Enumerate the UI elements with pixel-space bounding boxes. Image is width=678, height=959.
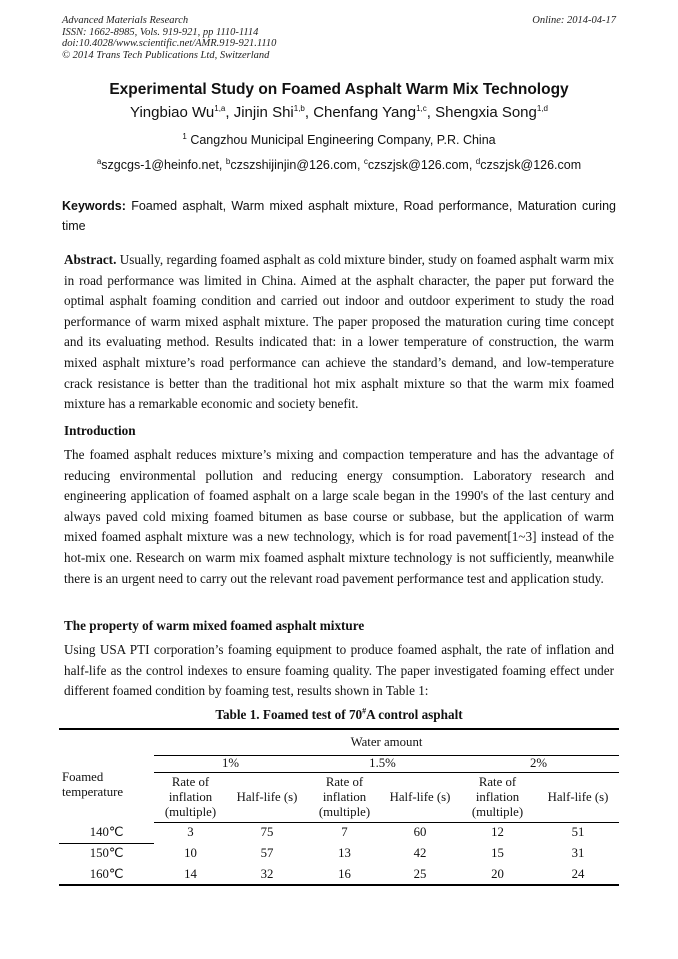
property-paragraph: Using USA PTI corporation’s foaming equipment to produce foamed asphalt, the rate of inflation and half-life as the control indexes to ensure foaming quality. The paper investigated foaming effect under different foamed condition by foaming test, results shown in Table 1: (64, 642, 614, 699)
value-cell: 14 (154, 864, 227, 885)
caption-text-end: A control asphalt (366, 707, 463, 722)
email-link[interactable]: czszshijinjin@126.com (230, 158, 357, 172)
affiliation (62, 133, 616, 147)
author-name: Shengxia Song (435, 104, 537, 121)
row-header-text: Foamed temperature (62, 770, 124, 799)
affiliation-sup: 1 (182, 131, 187, 141)
journal-name: Advanced Materials Research (62, 15, 189, 26)
author-list: Yingbiao Wu$^{1,a}$, Jinjin Shi$^{1,b}$, Chenfang Yang$^{1,c}$, Shengxia Song$^{1,d}$ (130, 104, 548, 121)
value-cell: 60 (413, 825, 427, 840)
table-row (59, 864, 619, 885)
sub-header: Half-life (s) (537, 772, 619, 822)
copyright-line: © 2014 Trans Tech Publications Ltd, Switzerland (62, 49, 270, 61)
author-sup: 1,d (536, 104, 548, 113)
sub-header: Rate of inflation (multiple) (458, 772, 537, 822)
author-name: Yingbiao Wu (130, 104, 215, 121)
affiliation-text: Cangzhou Municipal Engineering Company, P.R. China (190, 133, 496, 147)
value-cell: 51 (571, 825, 585, 840)
value-cell: 57 (260, 846, 274, 860)
author-name: Chenfang Yang (313, 104, 417, 121)
water-amount-header: Water amount (154, 729, 619, 755)
table-row (59, 843, 619, 864)
value-cell: 75 (260, 825, 274, 840)
email-list: $^a$szgcgs-1@heinfo.net, $^b$czszshijinjin@126.com, $^c$czszjsk@126.com, $^d$czszjsk@126.com (96, 156, 582, 172)
keywords-text: Foamed asphalt, Warm mixed asphalt mixture, Road performance, Maturation curing time (62, 199, 616, 233)
email-sup: a (96, 156, 102, 166)
value-cell: 3 (187, 825, 194, 840)
value-cell: 15 (491, 846, 504, 860)
abstract (64, 250, 614, 415)
email-sup: d (475, 156, 481, 166)
foamed-test-table (59, 728, 619, 886)
caption-text: Table 1. Foamed test of 70 (215, 707, 363, 722)
value-cell: 12 (491, 825, 504, 840)
table-row (59, 822, 619, 843)
keywords (62, 196, 616, 236)
email-sup: c (363, 156, 368, 166)
temp-cell: 140℃ (59, 822, 154, 843)
value-cell: 7 (341, 825, 348, 840)
author-name: Jinjin Shi (233, 104, 294, 121)
email-sup: b (225, 156, 231, 166)
doi-line: doi:10.4028/www.scientific.net/AMR.919-921.1110 (62, 38, 277, 50)
value-cell: 32 (227, 864, 307, 885)
caption-sup: # (362, 706, 367, 716)
sub-header: Rate of inflation (multiple) (154, 772, 227, 822)
temp-cell: 160℃ (59, 864, 154, 885)
group-header-1-5pct: 1.5% (307, 755, 458, 772)
group-header-1pct: 1% (154, 755, 307, 772)
sub-header: Half-life (s) (382, 772, 458, 822)
value-cell: 42 (413, 846, 427, 860)
journal-header (62, 15, 616, 61)
online-date: Online: 2014-04-17 (532, 15, 616, 26)
email-link[interactable]: czszjsk@126.com (367, 158, 469, 172)
keywords-label: Keywords: (62, 199, 126, 213)
author-sup: 1,b (293, 104, 305, 113)
sub-header: Rate of inflation (multiple) (307, 772, 382, 822)
section-heading-property: The property of warm mixed foamed asphalt mixture (64, 618, 365, 633)
sub-header: Half-life (s) (227, 772, 307, 822)
author-sup: 1,c (416, 104, 427, 113)
value-cell: 10 (184, 846, 197, 860)
paper-title: Experimental Study on Foamed Asphalt Warm Mix Technology (109, 81, 569, 98)
value-cell: 16 (307, 864, 382, 885)
temp-cell: 150℃ (89, 846, 124, 861)
value-cell: 31 (571, 846, 585, 860)
issn-line: ISSN: 1662-8985, Vols. 919-921, pp 1110-1114 (62, 26, 259, 38)
abstract-label: Abstract. (64, 252, 117, 267)
group-header-2pct: 2% (458, 755, 619, 772)
email-link[interactable]: szgcgs-1@heinfo.net (101, 158, 219, 172)
author-sup: 1,a (214, 104, 226, 113)
email-link[interactable]: czszjsk@126.com (480, 158, 582, 172)
value-cell: 25 (382, 864, 458, 885)
table-caption (62, 707, 616, 723)
introduction-paragraph: The foamed asphalt reduces mixture’s mixing and compaction temperature and has the advantage of reducing environmental pollution and reducing energy consumption. Laboratory research and engineering application of foamed asphalt on a large scale began in the 1990's of the last century and always paved cold mixing foamed bitumen as base course or subbase, but the application of warm mixed foamed asphalt mixture was a new technology, which is for road pavement[1~3] instead of the hot-mix one. Research on warm mix foamed asphalt mixture technology is not sufficiently, meanwhile there is an urgent need to carry out the relevant road pavement performance test and application study. (64, 447, 614, 586)
section-heading-introduction: Introduction (64, 423, 136, 438)
value-cell: 24 (537, 864, 619, 885)
abstract-text: Usually, regarding foamed asphalt as cold mixture binder, study on foamed asphalt warm mix in road performance was limited in China. Aimed at the asphalt character, the paper put forward the optimal asphalt foaming condition and carried out indoor and outdoor experiment to study the road performance of warm mixed asphalt mixture. The paper proposed the maturation curing time concept and its evaluating method. Results indicated that: in a lower temperature of construction, the warm mixed asphalt mixture’s road performance can achieve the standard’s demand, and low-temperature crack resistance is better than the traditional hot mix asphalt mixture so that the warm mix foamed mixture has a remarkable economic and society benefit. (64, 252, 614, 412)
value-cell: 13 (338, 846, 351, 860)
value-cell: 20 (458, 864, 537, 885)
row-header-foamed-temperature (59, 729, 154, 822)
